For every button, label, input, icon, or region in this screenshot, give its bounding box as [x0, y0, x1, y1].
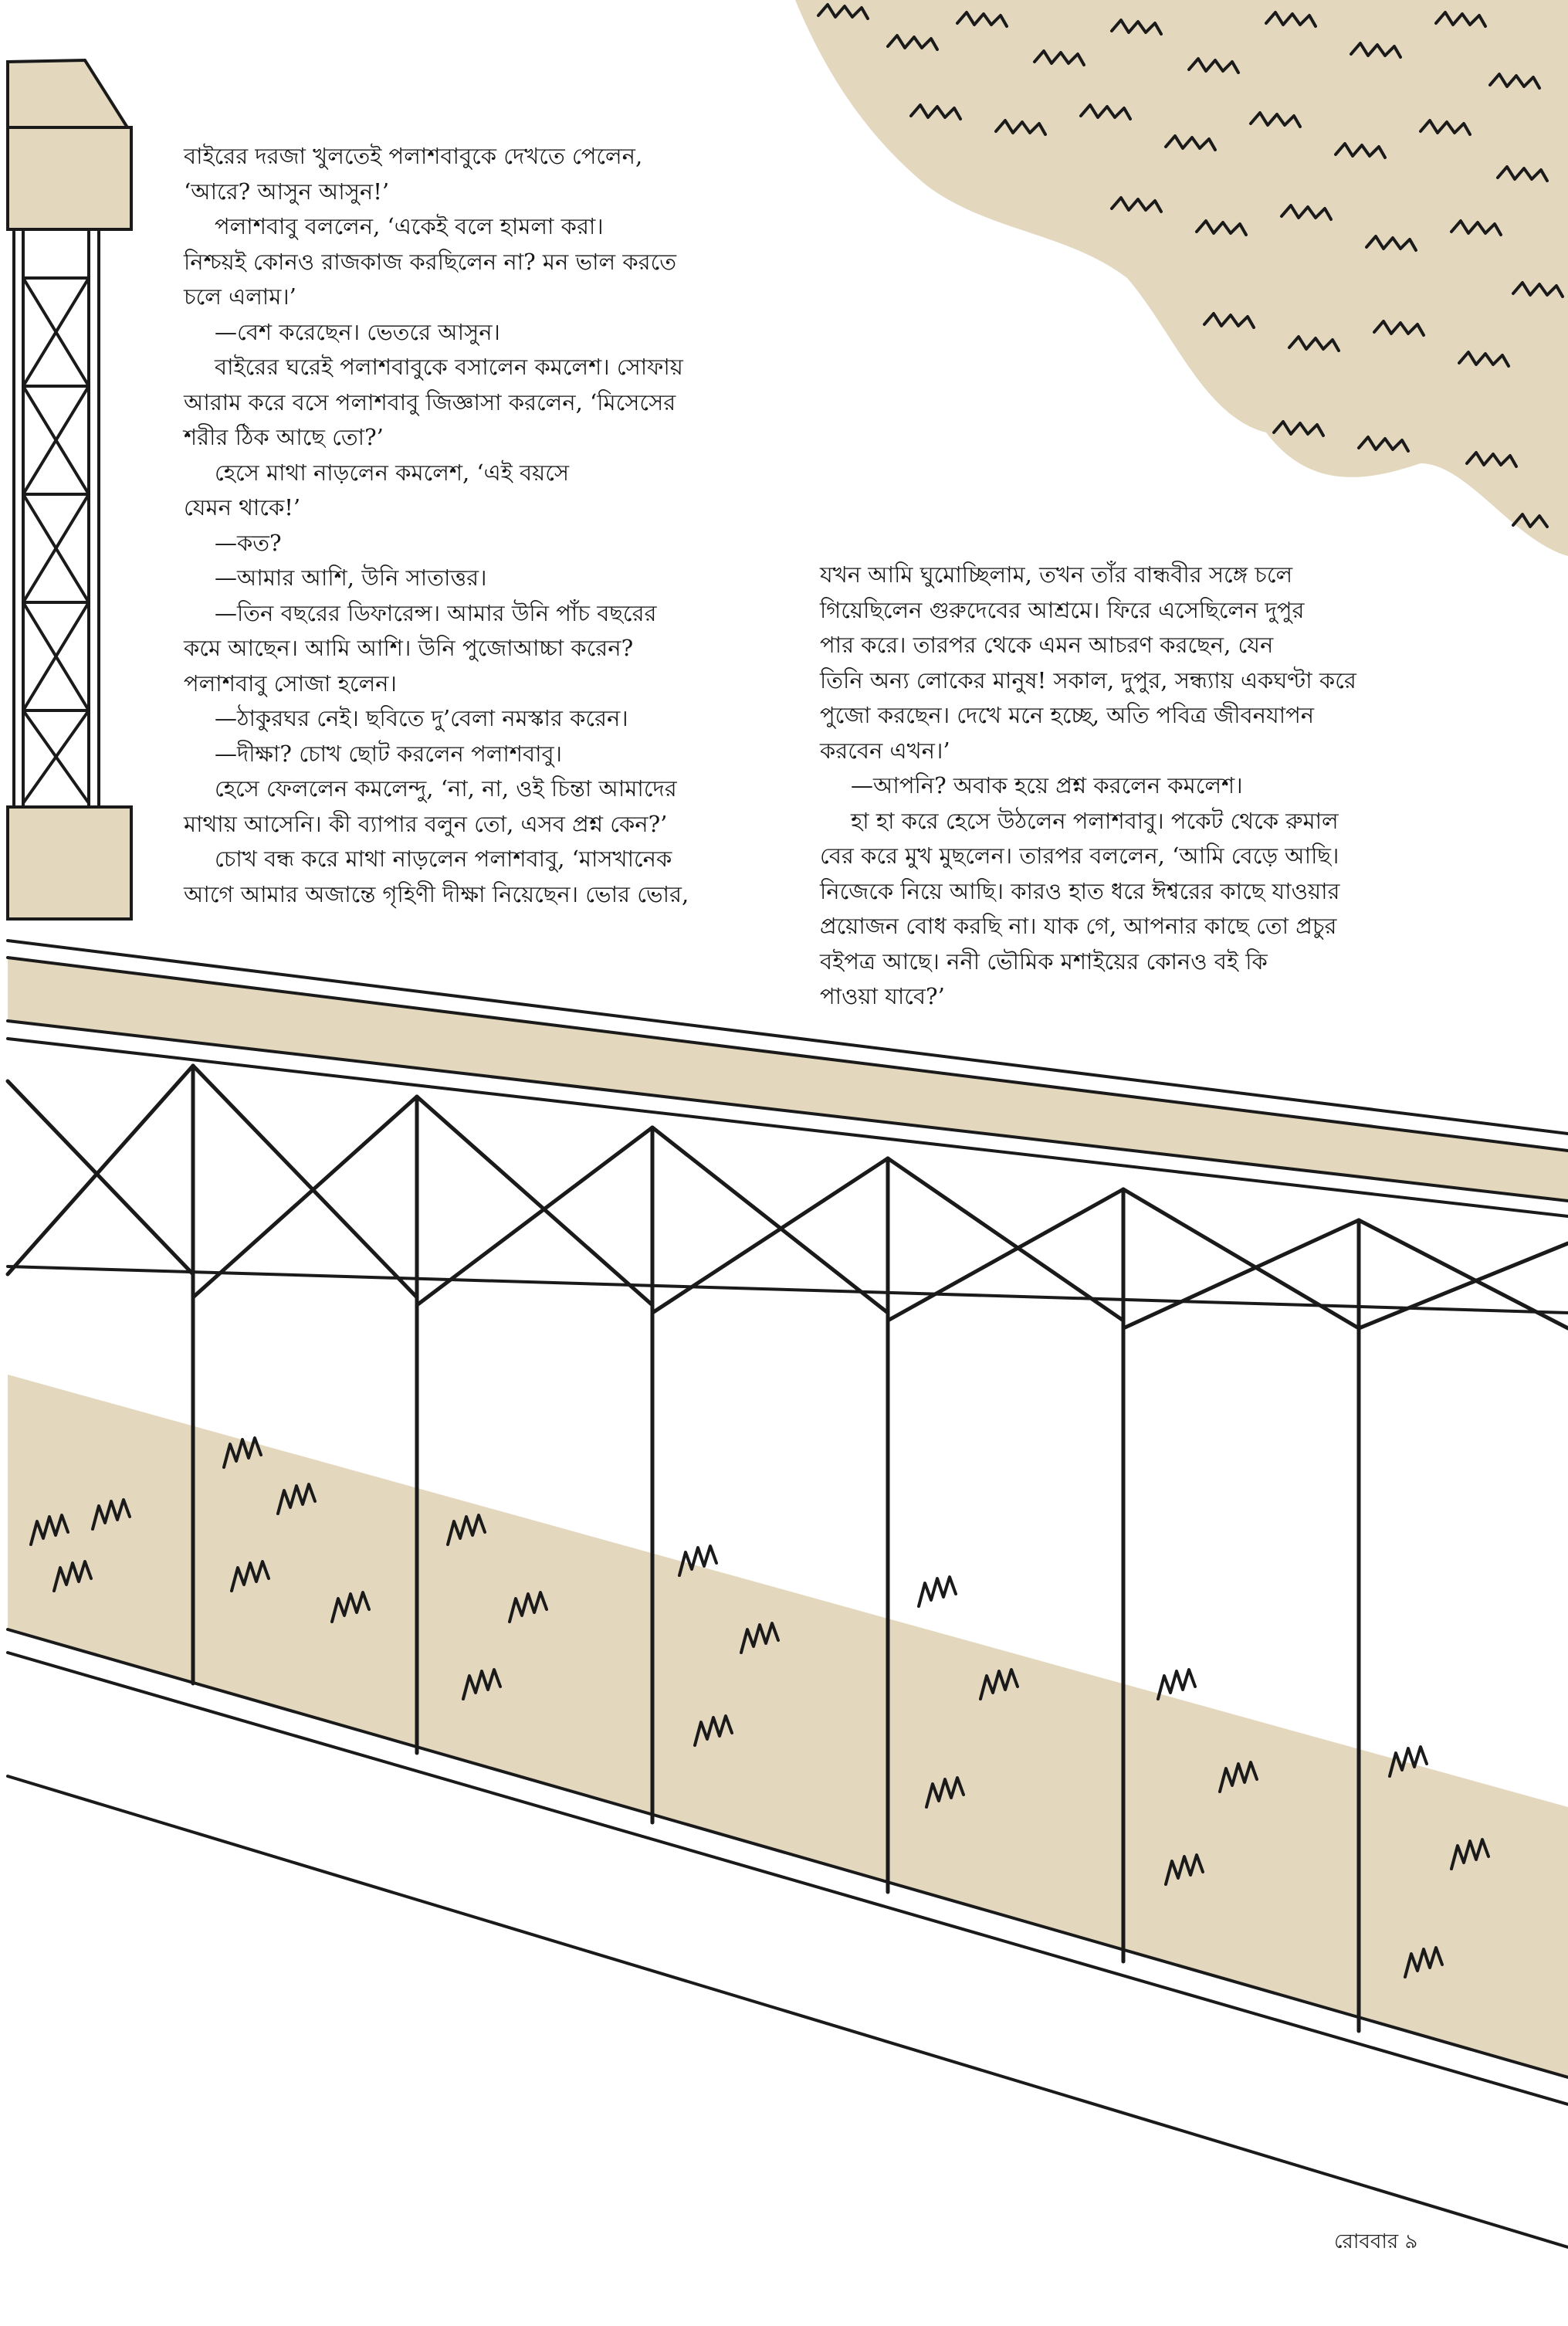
story-line: পলাশবাবু বললেন, ‘একেই বলে হামলা করা। [215, 213, 604, 239]
story-line: হা হা করে হেসে উঠলেন পলাশবাবু। পকেট থেকে রুমাল [851, 807, 1339, 834]
story-line: গিয়েছিলেন গুরুদেবের আশ্রমে। ফিরে এসেছিলেন দুপুর [820, 596, 1305, 623]
story-line: —তিন বছরের ডিফারেন্স। আমার উনি পাঁচ বছরের [215, 599, 657, 626]
story-line: —ঠাকুরঘর নেই। ছবিতে দু’বেলা নমস্কার করেন। [215, 705, 628, 731]
story-line: কমে আছেন। আমি আশি। উনি পুজোআচ্চা করেন? [184, 635, 634, 661]
story-line: যেমন থাকে!’ [184, 494, 301, 520]
story-line: আগে আমার অজান্তে গৃহিণী দীক্ষা নিয়েছেন। ভোর ভোর, [184, 880, 689, 907]
story-line: বাইরের দরজা খুলতেই পলাশবাবুকে দেখতে পেলেন, [184, 143, 643, 169]
story-line: পাওয়া যাবে?’ [820, 983, 945, 1009]
story-line: নিশ্চয়ই কোনও রাজকাজ করছিলেন না? মন ভাল করতে [184, 248, 677, 275]
story-line: পুজো করছেন। দেখে মনে হচ্ছে, অতি পবিত্র জীবনযাপন [820, 702, 1315, 728]
tree-foliage-drawing [795, 0, 1568, 556]
story-line: পলাশবাবু সোজা হলেন। [184, 670, 397, 697]
story-line: —বেশ করেছেন। ভেতরে আসুন। [215, 318, 500, 345]
page-number-label: রোববার ৯ [1334, 2230, 1418, 2253]
story-line: হেসে ফেললেন কমলেন্দু, ‘না, না, ওই চিন্তা আমাদের [215, 775, 677, 802]
gazebo-drawing [8, 60, 131, 919]
story-line: নিজেকে নিয়ে আছি। কারও হাত ধরে ঈশ্বরের কাছে যাওয়ার [820, 877, 1340, 904]
story-line: —কত? [215, 529, 282, 556]
story-line: —আপনি? অবাক হয়ে প্রশ্ন করলেন কমলেশ। [851, 772, 1243, 799]
story-line: শরীর ঠিক আছে তো?’ [184, 424, 384, 450]
story-column-right [820, 558, 1407, 1015]
story-column-left [184, 139, 724, 912]
story-line: পার করে। তারপর থেকে এমন আচরণ করছেন, যেন [820, 632, 1274, 658]
story-line: চোখ বন্ধ করে মাথা নাড়লেন পলাশবাবু, ‘মাসখানেক [215, 846, 672, 872]
story-line: তিনি অন্য লোকের মানুষ! সকাল, দুপুর, সন্ধ্যায় একঘণ্টা করে [820, 666, 1356, 693]
story-line: বইপত্র আছে। ননী ভৌমিক মশাইয়ের কোনও বই কি [820, 948, 1268, 975]
story-line: হেসে মাথা নাড়লেন কমলেশ, ‘এই বয়সে [215, 459, 570, 486]
story-line: বের করে মুখ মুছলেন। তারপর বললেন, ‘আমি বেড়ে আছি। [820, 843, 1339, 869]
story-line: প্রয়োজন বোধ করছি না। যাক গে, আপনার কাছে তো প্রচুর [820, 913, 1337, 939]
story-line: বাইরের ঘরেই পলাশবাবুকে বসালেন কমলেশ। সোফায় [215, 354, 683, 380]
railing-drawing [8, 941, 1568, 2247]
story-line: আরাম করে বসে পলাশবাবু জিজ্ঞাসা করলেন, ‘মিসেসের [184, 388, 676, 415]
story-line: ‘আরে? আসুন আসুন!’ [184, 178, 390, 205]
story-line: চলে এলাম।’ [184, 283, 296, 310]
story-line: করবেন এখন।’ [820, 737, 950, 764]
story-line: —আমার আশি, উনি সাতাত্তর। [215, 565, 487, 591]
story-line: যখন আমি ঘুমোচ্ছিলাম, তখন তাঁর বান্ধবীর সঙ্গে চলে [820, 561, 1293, 588]
story-line: মাথায় আসেনি। কী ব্যাপার বলুন তো, এসব প্রশ্ন কেন?’ [184, 810, 668, 837]
story-line: —দীক্ষা? চোখ ছোট করলেন পলাশবাবু। [215, 740, 563, 767]
